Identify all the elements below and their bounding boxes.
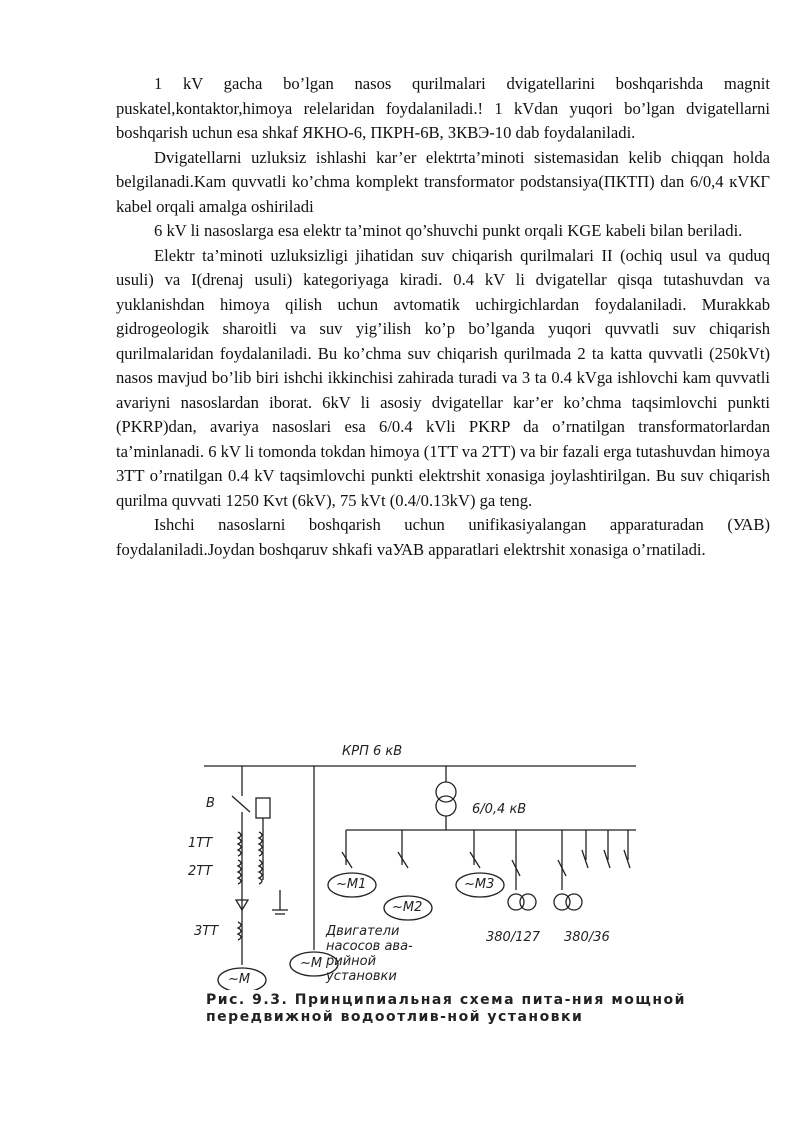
breaker-box: [256, 798, 270, 818]
paragraph-2: Dvigatellarni uzluksiz ishlashi kar’er elektrta’minoti sistemasidan kelib chiqqan holda belgilanadi.Kam quvvatli ko’chma komplekt transformator podstansiya(ПКТП) dan 6/0,4 кVКГ kabel orqali amalga oshiriladi: [116, 147, 770, 216]
ct2-label: 2ТТ: [188, 864, 213, 879]
reserve-motor-label: ~М: [300, 956, 323, 971]
breaker-switch: [232, 796, 250, 812]
motor-m3-label: ~М3: [464, 877, 495, 892]
paragraph-1: 1 kV gacha bo’lgan nasos qurilmalari dvigatellarini boshqarishda magnit puskatel,kontaktor,himoya relelaridan foydalaniladi.! 1 kVdan yuqori bo’lgan dvigatellarni boshqarish uchun esa shkaf ЯКНО-6, ПКРН-6В, ЗКВЭ-10 dab foydalaniladi.: [116, 74, 770, 142]
ct1-coil: [238, 832, 241, 856]
paragraph-5: Ishchi nasoslarni boshqarish uchun unifikasiyalangan apparaturadan (УАВ) foydalaniladi.Joydan boshqaruv shkafi vaУАВ apparatlari elektrshit xonasiga o’rnatiladi.: [116, 515, 770, 559]
motor-m1-label: ~М1: [336, 877, 367, 892]
breaker-label: В: [206, 796, 215, 811]
document-body: [116, 72, 770, 562]
bus-label: КРП 6 кВ: [342, 744, 403, 759]
ct2-coil: [238, 860, 241, 884]
main-motor-label: ~М: [228, 972, 251, 987]
paragraph-4: Elektr ta’minoti uzluksizligi jihatidan suv chiqarish qurilmalari II (ochiq usul va quduq usuli) va I(drenaj usuli) kategoriyaga kiradi. 0.4 kV li dvigatellar qisqa tutashuvdan va yuklanishdan himoya qilish uchun avtomatik uchirgichlardan foydalaniladi. Murakkab gidrogeologik sharoitli va suv yig’ilish ko’p bo’lganda yuqori quvvatli suv chiqarish qurilmalaridan foydalaniladi. Bu ko’chma suv chiqarish qurilmada 2 ta katta quvvatli (250kVt) nasos mavjud bo’lib biri ishchi ikkinchisi zahirada turadi va 3 ta 0.4 kVga ishlovchi kam quvvatli avariyni nasoslardan iborat. 6kV li asosiy dvigatellar kar’er ko’chma taqsimlovchi punkti (PKRP)dan, avariya nasoslari esa 6/0.4 kVli PKRP da o’rnatilgan transformatorlardan ta’minlanadi. 6 kV li tomonda tokdan himoya (1TT va 2TT) va bir fazali erga tutashuvdan himoya 3TT o’rnatilgan 0.4 kV taqsimlovchi punkti elektrshit xonasiga joylashtirilgan. Bu suv chiqarish qurilma quvvati 1250 Kvt (6kV), 75 kVt (0.4/0.13kV) ga teng.: [116, 245, 770, 510]
figure-caption: Рис. 9.3. Принципиальная схема пита-ния мощной передвижной водоотлив-ной установки: [206, 992, 686, 1025]
transformer-label: 6/0,4 кВ: [472, 802, 527, 817]
ct1-label: 1ТТ: [188, 836, 213, 851]
ct3-label: 3ТТ: [194, 924, 219, 939]
motor-m2-label: ~М2: [392, 900, 423, 915]
trafo2-label: 380/36: [564, 930, 610, 945]
motors-note: Двигатели насосов ава-рийной установки: [326, 924, 413, 984]
schematic-figure: [176, 740, 696, 1060]
trafo1-label: 380/127: [486, 930, 541, 945]
paragraph-3: 6 kV li nasoslarga esa elektr ta’minot qo’shuvchi punkt orqali KGE kabeli bilan beriladi.: [154, 221, 743, 240]
